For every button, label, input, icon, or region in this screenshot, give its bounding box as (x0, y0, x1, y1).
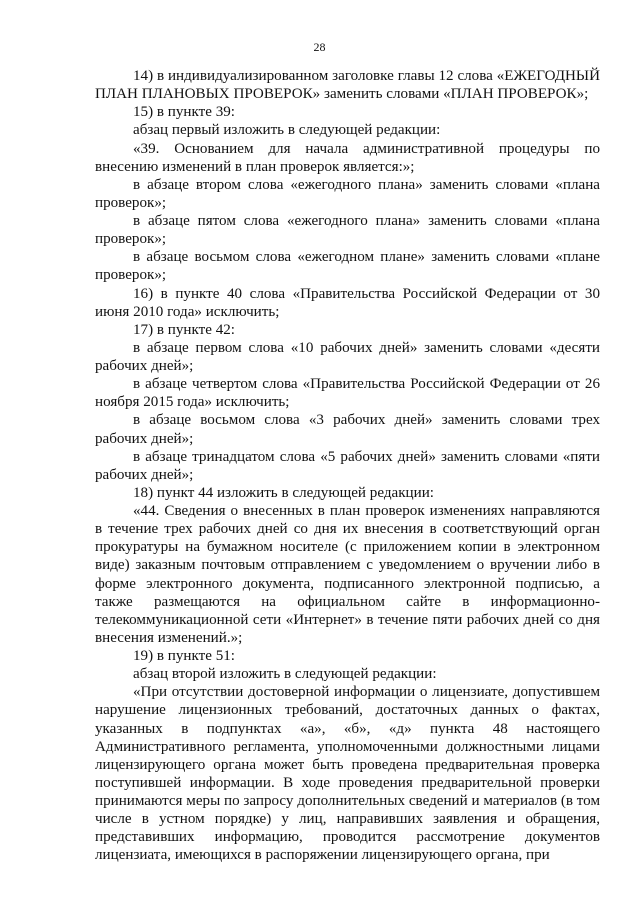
paragraph-item-19: 19) в пункте 51: (133, 648, 235, 664)
paragraph-abzac-second: в абзаце втором слова «ежегодного плана» заменить словами «плана проверок»; (95, 176, 600, 211)
paragraph-point-51-abzac-second: абзац второй изложить в следующей редакции: (133, 666, 437, 683)
paragraph-point-42-abzac-first: в абзаце первом слова «10 рабочих дней» заменить словами «десяти рабочих дней»; (95, 339, 600, 374)
document-body (95, 67, 600, 865)
paragraph-point-42-abzac-eighth: в абзаце восьмом слова «3 рабочих дней» заменить словами трех рабочих дней»; (95, 412, 600, 447)
paragraph-item-14: 14) в индивидуализированном заголовке главы 12 слова «ЕЖЕГОДНЫЙ ПЛАН ПЛАНОВЫХ ПРОВЕРОК» заменить словами «ПЛАН ПРОВЕРОК»; (95, 68, 600, 103)
paragraph-item-15-first-abzac: абзац первый изложить в следующей редакции: (133, 122, 441, 139)
paragraph-item-15: 15) в пункте 39: (133, 104, 235, 121)
paragraph-point-44-text: «44. Сведения о внесенных в план проверок изменениях направляются в течение трех рабочих дней со дня их внесения в соответствующий орган прокуратуры на бумажном носителе (с приложением копии в электронном виде) заказным почтовым отправлением с уведомлением о вручении либо в форме электронного документа, подписанного электронной подписью, а также размещаются на официальном сайте в информационно-телекоммуникационной сети «Интернет» в течение пяти рабочих дней со дня внесения изменений.»; (95, 503, 600, 646)
paragraph-abzac-eighth: в абзаце восьмом слова «ежегодном плане» заменить словами «плане проверок»; (95, 249, 600, 284)
paragraph-item-18: 18) пункт 44 изложить в следующей редакции: (133, 484, 434, 501)
page-number: 28 (313, 40, 326, 54)
paragraph-point-39-text: «39. Основанием для начала административной процедуры по внесению изменений в план проверок является:»; (95, 140, 600, 175)
paragraph-point-42-abzac-fourth: в абзаце четвертом слова «Правительства Российской Федерации от 26 ноября 2015 года» исключить; (95, 376, 600, 411)
paragraph-point-51-text: «При отсутствии достоверной информации о лицензиате, допустившем нарушение лицензионных требований, достаточных данных о фактах, указанных в подпунктах «а», «б», «д» пункта 48 настоящего Административного регламента, уполномоченными должностными лицами лицензирующего органа может быть проведена предварительная проверка поступившей информации. В ходе проведения предварительной проверки принимаются меры по запросу дополнительных сведений и материалов (в том числе в устном порядке) у лиц, направивших заявления и обращения, представивших информацию, проводится рассмотрение документов лицензиата, имеющихся в распоряжении лицензирующего органа, при (95, 684, 600, 864)
paragraph-abzac-fifth: в абзаце пятом слова «ежегодного плана» заменить словами «плана проверок»; (95, 213, 600, 248)
paragraph-item-17: 17) в пункте 42: (133, 321, 235, 338)
paragraph-item-16: 16) в пункте 40 слова «Правительства Российской Федерации от 30 июня 2010 года» исключить; (95, 285, 600, 320)
paragraph-point-42-abzac-thirteenth: в абзаце тринадцатом слова «5 рабочих дней» заменить словами «пяти рабочих дней»; (95, 448, 600, 483)
